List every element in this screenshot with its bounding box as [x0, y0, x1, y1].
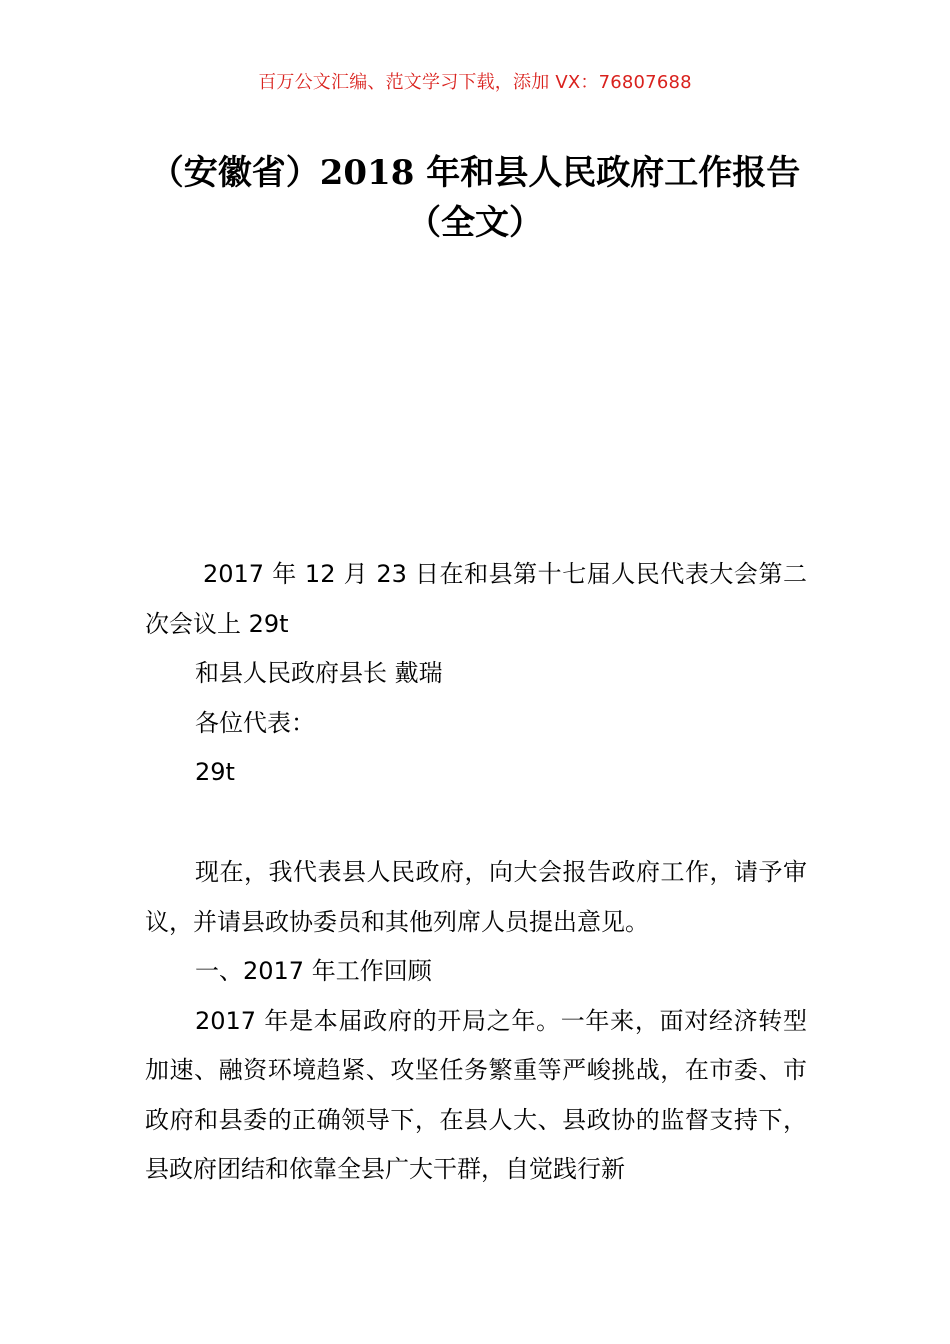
- salutation: 各位代表：: [195, 708, 315, 737]
- document-title: （安徽省）2018 年和县人民政府工作报告（全文）: [149, 153, 801, 243]
- review-paragraph: 2017 年是本届政府的开局之年。一年来，面对经济转型加速、融资环境趋紧、攻坚任务繁重等严峻挑战，在市委、市政府和县委的正确领导下，在县人大、县政协的监督支持下，县政府团结和依靠全县广大干群，自觉践行新: [145, 1006, 807, 1183]
- opening-paragraph: 现在，我代表县人民政府，向大会报告政府工作，请予审议，并请县政协委员和其他列席人员提出意见。: [145, 858, 807, 936]
- report-body: [145, 848, 807, 1195]
- speaker-line: 和县人民政府县长 戴瑞: [195, 659, 443, 687]
- meeting-line: 2017 年 12 月 23 日在和县第十七届人民代表大会第二次会议上 29t: [145, 560, 807, 638]
- page-mark: 29t: [195, 758, 235, 786]
- intro-block: [145, 550, 807, 798]
- section-heading: 一、2017 年工作回顾: [195, 957, 432, 985]
- header-note: 百万公文汇编、范文学习下载，添加 VX：76807688: [258, 72, 692, 93]
